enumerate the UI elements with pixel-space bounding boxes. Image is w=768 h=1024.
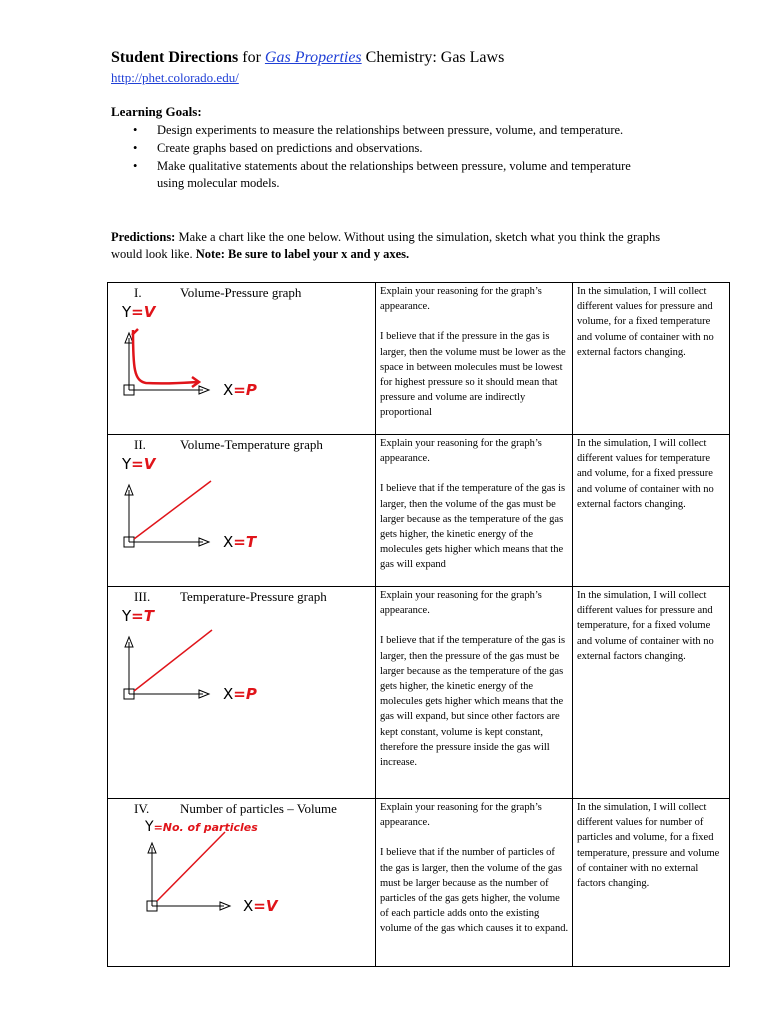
y-axis-handwritten: =No. of particles: [153, 821, 258, 834]
simulation-plan: In the simulation, I will collect different values for pressure and volume, for a fixed temperature and volume of container with no external factors changing.: [577, 286, 714, 358]
graph-name: Volume-Pressure graph: [180, 285, 302, 300]
y-axis-label: [145, 819, 258, 835]
y-axis-letter: Y: [122, 303, 132, 321]
x-axis-handwritten: =T: [233, 533, 257, 551]
page-title: [111, 49, 504, 67]
y-axis-handwritten: =T: [131, 607, 154, 625]
explanation-heading: Explain your reasoning for the graph’s appearance.: [380, 590, 542, 617]
learning-goal-item: • Create graphs based on predictions and observations.: [127, 140, 647, 157]
x-axis-label: [223, 381, 257, 399]
explanation-heading: Explain your reasoning for the graph’s appearance.: [380, 286, 542, 313]
graph-name: Temperature-Pressure graph: [180, 589, 327, 604]
x-axis-letter: X: [243, 897, 254, 915]
simulation-plan: In the simulation, I will collect different values for pressure and temperature, for a fixed volume and volume of container with no external factors changing.: [577, 590, 714, 662]
learning-goals-list: [127, 122, 647, 193]
explanation-cell: [376, 587, 573, 799]
simulation-cell: [573, 587, 730, 799]
y-axis-handwritten: =V: [131, 455, 156, 473]
explanation-cell: [376, 435, 573, 587]
y-axis-handwritten: =V: [131, 303, 156, 321]
note-label: Note:: [195, 247, 225, 261]
phet-url-link[interactable]: http://phet.colorado.edu/: [111, 70, 239, 85]
x-axis-label: [223, 533, 256, 551]
x-axis-handwritten: =V: [253, 897, 278, 915]
learning-goals-heading: Learning Goals:: [111, 104, 202, 119]
x-axis-handwritten: =P: [233, 685, 257, 703]
simulation-cell: [573, 283, 730, 435]
explanation-cell: [376, 799, 573, 967]
y-axis-label: [122, 455, 155, 473]
explanation-body: I believe that if the temperature of the gas is larger, then the volume of the gas must be larger because as the temperature of the gas gets higher, the kinetic energy of the molecules gets higher which means that the gas will expand: [380, 483, 566, 571]
prediction-chart-table: [107, 282, 730, 967]
graph-name: Volume-Temperature graph: [180, 437, 323, 452]
y-axis-label: [122, 607, 154, 625]
graph-number: III.: [134, 589, 151, 604]
explanation-body: I believe that if the temperature of the gas is larger, then the pressure of the gas must be larger because as the temperature of the gas gets higher, the kinetic energy of the molecules gets higher which means that the gas will expand, but since other factors are kept constant, volume is kept constant, therefore the pressure inside the gas will increase.: [380, 635, 566, 769]
y-axis-letter: Y: [122, 607, 132, 625]
explanation-cell: [376, 283, 573, 435]
graph-name: Number of particles – Volume: [180, 801, 337, 816]
predictions-label: Predictions:: [111, 230, 176, 244]
y-axis-label: [122, 303, 155, 321]
explanation-heading: Explain your reasoning for the graph’s appearance.: [380, 802, 542, 829]
simulation-cell: [573, 435, 730, 587]
x-axis-label: [223, 685, 257, 703]
title-bold: Student Directions: [111, 49, 239, 66]
graph-cell: [108, 283, 376, 435]
x-axis-letter: X: [223, 381, 234, 399]
graph-number: I.: [134, 285, 142, 300]
table-row: [108, 799, 730, 967]
graph-number: II.: [134, 437, 146, 452]
simulation-cell: [573, 799, 730, 967]
simulation-plan: In the simulation, I will collect different values for number of particles and volume, for a fixed temperature, pressure and volume of container with no external factors changing.: [577, 802, 720, 890]
graph-cell: [108, 587, 376, 799]
x-axis-handwritten: =P: [233, 381, 257, 399]
note-text: Be sure to label your x and y axes.: [224, 247, 410, 261]
graph-cell: [108, 435, 376, 587]
graph-number: IV.: [134, 801, 150, 816]
learning-goal-item: • Make qualitative statements about the relationships between pressure, volume and temperature using molecular models.: [127, 158, 647, 192]
title-link[interactable]: Gas Properties: [264, 49, 362, 66]
y-axis-letter: Y: [122, 455, 132, 473]
table-row: [108, 435, 730, 587]
predictions-text: Make a chart like the one below. Without using the simulation, sketch what you think the graphs would look like.: [111, 230, 661, 261]
table-row: [108, 283, 730, 435]
explanation-body: I believe that if the pressure in the gas is larger, then the volume must be lower as the space in between molecules must be lowest for highest pressure so it should mean that pressure and volume are indirectly proportional: [380, 331, 566, 419]
title-rest: Chemistry: Gas Laws: [361, 49, 505, 66]
learning-goal-item: • Design experiments to measure the relationships between pressure, volume, and temperature.: [127, 122, 647, 139]
title-for: for: [238, 49, 265, 66]
x-axis-label: [243, 897, 277, 915]
predictions-paragraph: [111, 229, 671, 263]
graph-cell: [108, 799, 376, 967]
x-axis-letter: X: [223, 685, 234, 703]
table-row: [108, 587, 730, 799]
x-axis-letter: X: [223, 533, 234, 551]
explanation-heading: Explain your reasoning for the graph’s appearance.: [380, 438, 542, 465]
explanation-body: I believe that if the number of particles of the gas is larger, then the volume of the gas must be larger because as the number of particles of the gas gets higher, the volume of each particle adds onto the existing volume of the gas which causes it to expand.: [380, 847, 569, 935]
y-axis-letter: Y: [145, 819, 154, 835]
simulation-plan: In the simulation, I will collect different values for temperature and volume, for a fixed pressure and volume of container with no external factors changing.: [577, 438, 714, 510]
